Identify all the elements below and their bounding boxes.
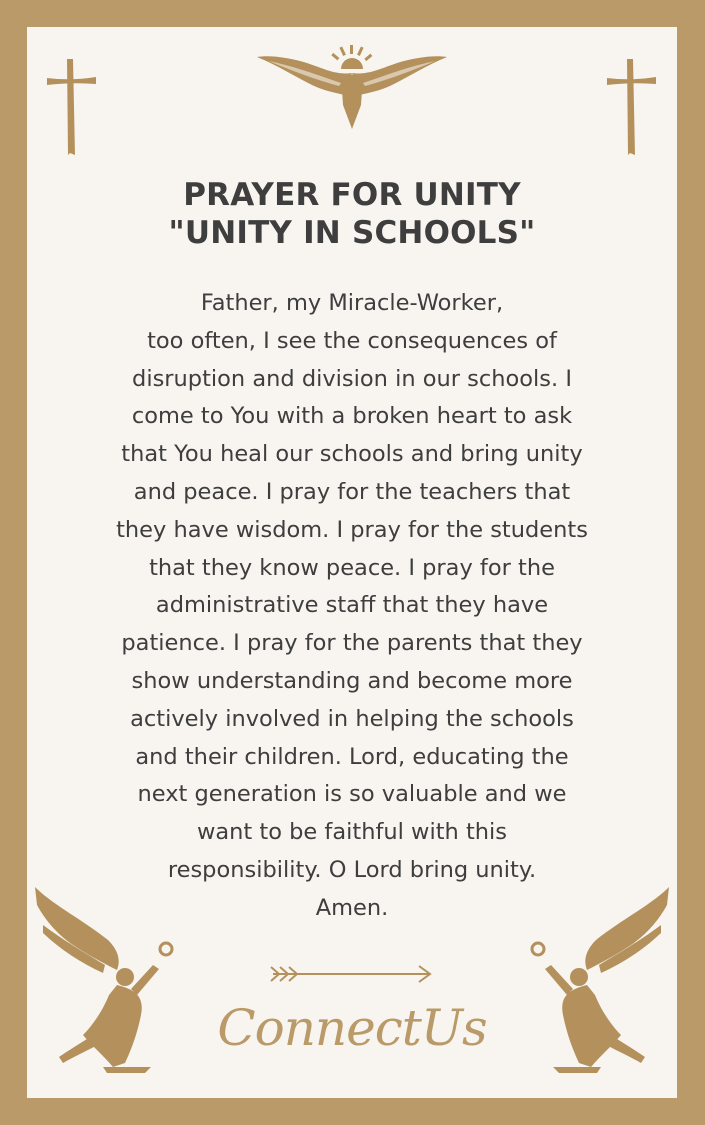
- prayer-line: disruption and division in our schools. I: [132, 365, 572, 392]
- prayer-line: Amen.: [315, 894, 389, 921]
- prayer-line: responsibility. O Lord bring unity.: [167, 856, 537, 883]
- prayer-line: show understanding and become more: [131, 667, 573, 694]
- winged-sun-emblem: [257, 45, 447, 131]
- prayer-line: they have wisdom. I pray for the students: [116, 516, 588, 543]
- prayer-line: too often, I see the consequences of: [147, 327, 557, 354]
- cross-icon: [45, 59, 97, 157]
- prayer-text: [47, 285, 657, 928]
- title-line-1: PRAYER FOR UNITY: [183, 177, 521, 213]
- prayer-line: come to You with a broken heart to ask: [131, 403, 573, 430]
- prayer-line: actively involved in helping the schools: [130, 705, 574, 732]
- prayer-line: that You heal our schools and bring unity: [121, 441, 583, 468]
- prayer-line: and peace. I pray for the teachers that: [133, 478, 571, 505]
- arrow-icon: [269, 962, 435, 986]
- prayer-line: that they know peace. I pray for the: [149, 554, 555, 581]
- cross-icon: [605, 59, 657, 157]
- prayer-line: administrative staff that they have: [155, 592, 549, 619]
- prayer-line: patience. I pray for the parents that they: [121, 630, 583, 657]
- prayer-line: and their children. Lord, educating the: [135, 743, 569, 770]
- title-line-2: "UNITY IN SCHOOLS": [168, 215, 536, 251]
- prayer-line: Father, my Miracle-Worker,: [200, 290, 504, 316]
- prayer-line: want to be faithful with this: [196, 819, 507, 846]
- brand-logo: ConnectUs: [217, 999, 487, 1057]
- prayer-card: [27, 27, 677, 1098]
- prayer-line: next generation is so valuable and we: [137, 781, 567, 808]
